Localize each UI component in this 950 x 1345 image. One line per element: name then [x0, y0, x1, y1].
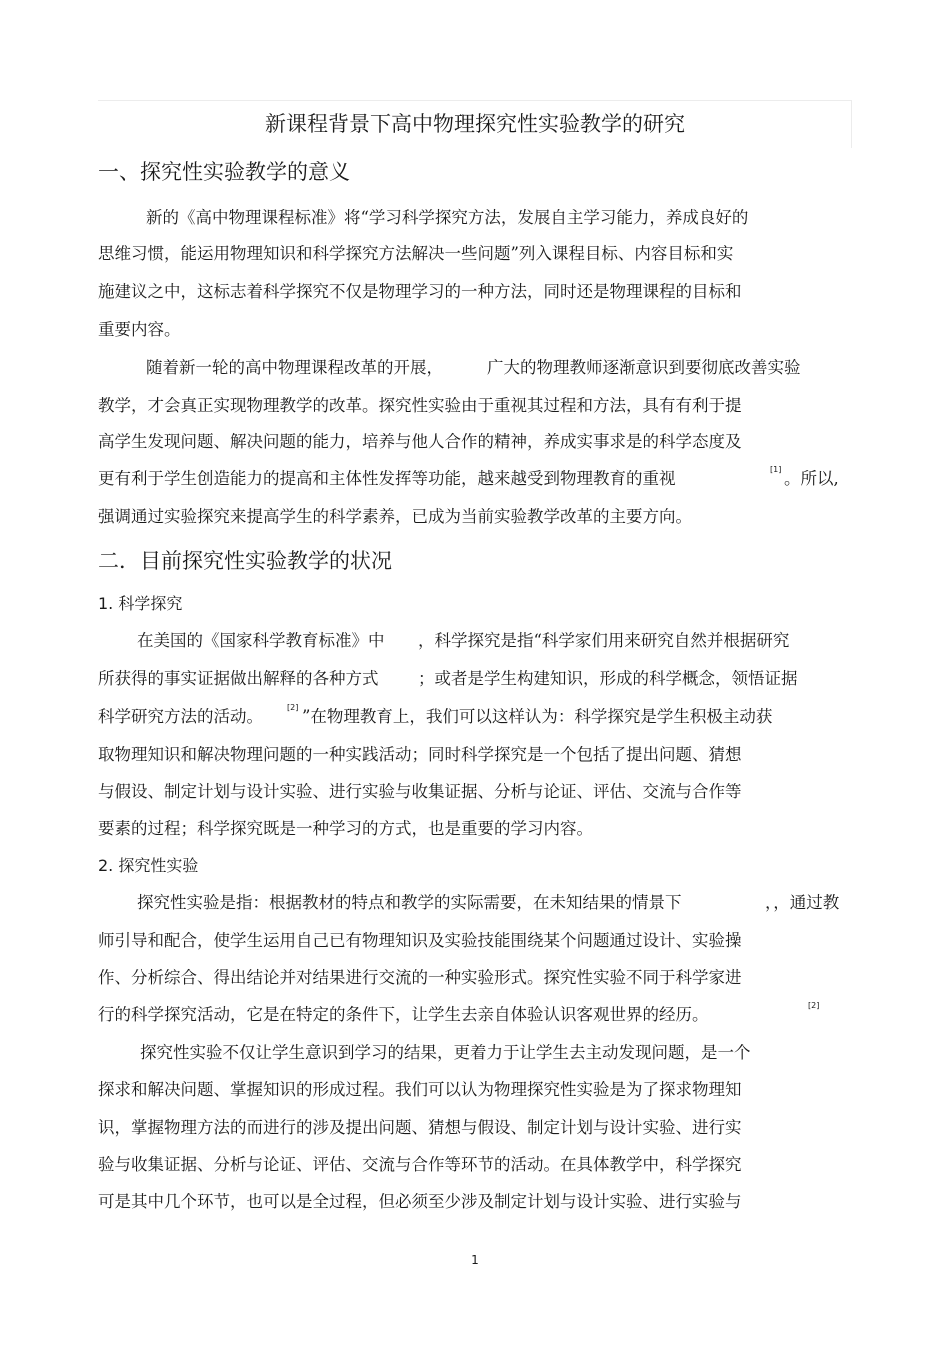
paragraph-line: ”在物理教育上，我们可以这样认为：科学探究是学生积极主动获 — [302, 707, 773, 726]
paragraph-line: 与假设、制定计划与设计实验、进行实验与收集证据、分析与论证、评估、交流与合作等 — [98, 782, 742, 801]
paragraph-line: 高学生发现问题、解决问题的能力，培养与他人合作的精神，养成实事求是的科学态度及 — [98, 432, 742, 451]
citation-marker: [1] — [770, 465, 782, 474]
paragraph-line: 新的《高中物理课程标准》将“学习科学探究方法，发展自主学习能力，养成良好的 — [146, 208, 749, 227]
paragraph-line: 随着新一轮的高中物理课程改革的开展， — [146, 358, 443, 377]
paragraph-line: 教学，才会真正实现物理教学的改革。探究性实验由于重视其过程和方法，具有有利于提 — [98, 396, 742, 415]
document-title: 新课程背景下高中物理探究性实验教学的研究 — [265, 112, 685, 136]
paragraph-line: 探究性实验是指：根据教材的特点和教学的实际需要，在未知结果的情景下 — [137, 893, 682, 912]
subsection-1-heading: 1. 科学探究 — [98, 594, 183, 613]
paragraph-line: 探求和解决问题、掌握知识的形成过程。我们可以认为物理探究性实验是为了探求物理知 — [98, 1080, 742, 1099]
paragraph-line: 识，掌握物理方法的而进行的涉及提出问题、猜想与假设、制定计划与设计实验、进行实 — [98, 1118, 742, 1137]
paragraph-line: 探究性实验不仅让学生意识到学习的结果，更着力于让学生去主动发现问题，是一个 — [140, 1043, 751, 1062]
section-2-heading: 二．目前探究性实验教学的状况 — [98, 549, 392, 573]
paragraph-line: 师引导和配合，使学生运用自己已有物理知识及实验技能围绕某个问题通过设计、实验操 — [98, 931, 742, 950]
paragraph-line: 。所以, — [784, 469, 839, 488]
paragraph-line: ，科学探究是指“科学家们用来研究自然并根据研究 — [418, 631, 790, 650]
paragraph-line: 施建议之中，这标志着科学探究不仅是物理学习的一种方法，同时还是物理课程的目标和 — [98, 282, 742, 301]
citation-marker: [2] — [287, 703, 299, 712]
paragraph-line: 科学研究方法的活动。 — [98, 707, 263, 726]
paragraph-line: 思维习惯，能运用物理知识和科学探究方法解决一些问题”列入课程目标、内容目标和实 — [98, 244, 734, 263]
paragraph-line: 可是其中几个环节，也可以是全过程，但必须至少涉及制定计划与设计实验、进行实验与 — [98, 1192, 742, 1211]
paragraph-line: 强调通过实验探究来提高学生的科学素养，已成为当前实验教学改革的主要方向。 — [98, 507, 692, 526]
paragraph-line: 重要内容。 — [98, 320, 181, 339]
paragraph-line: ；或者是学生构建知识，形成的科学概念，领悟证据 — [418, 669, 798, 688]
subsection-2-heading: 2. 探究性实验 — [98, 856, 199, 875]
page-number: 1 — [471, 1253, 479, 1267]
section-1-heading: 一、探究性实验教学的意义 — [98, 160, 350, 184]
paragraph-line: 更有利于学生创造能力的提高和主体性发挥等功能，越来越受到物理教育的重视 — [98, 469, 676, 488]
paragraph-line: ，，通过教 — [765, 893, 840, 912]
paragraph-line: 验与收集证据、分析与论证、评估、交流与合作等环节的活动。在具体教学中，科学探究 — [98, 1155, 742, 1174]
paragraph-line: 在美国的《国家科学教育标准》中 — [137, 631, 385, 650]
paragraph-line: 行的科学探究活动，它是在特定的条件下，让学生去亲自体验认识客观世界的经历。 — [98, 1005, 709, 1024]
paragraph-line: 广大的物理教师逐渐意识到要彻底改善实验 — [487, 358, 801, 377]
paragraph-line: 所获得的事实证据做出解释的各种方式 — [98, 669, 379, 688]
paragraph-line: 作、分析综合、得出结论并对结果进行交流的一种实验形式。探究性实验不同于科学家进 — [98, 968, 742, 987]
paragraph-line: 取物理知识和解决物理问题的一种实践活动；同时科学探究是一个包括了提出问题、猜想 — [98, 745, 742, 764]
paragraph-line: 要素的过程；科学探究既是一种学习的方式，也是重要的学习内容。 — [98, 819, 593, 838]
citation-marker: [2] — [808, 1001, 820, 1010]
